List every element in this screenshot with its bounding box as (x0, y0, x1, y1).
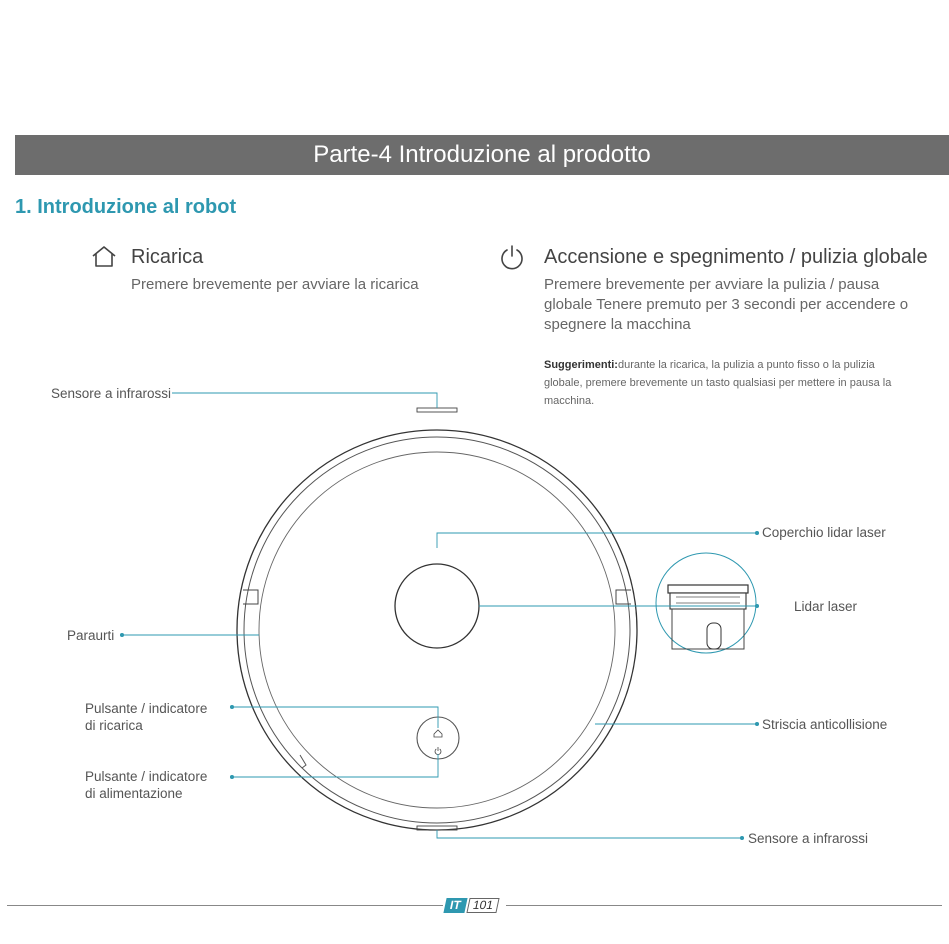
label-lidar-cover: Coperchio lidar laser (762, 525, 886, 540)
recharge-desc: Premere brevemente per avviare la ricarica (131, 276, 419, 293)
power-desc: Premere brevemente per avviare la pulizia / pausa globale Tenere premuto per 3 secondi per accendere o spegnere la macchina (544, 276, 909, 333)
page-number-badge (445, 897, 498, 914)
label-anticollision: Striscia anticollisione (762, 717, 888, 732)
tips-text: durante la ricarica, la pulizia a punto fisso o la pulizia globale, premere brevemente un tasto qualsiasi per mettere in pausa la macchina. (544, 359, 892, 407)
leader-ir-top (172, 393, 437, 408)
label-power-button-line1: Pulsante / indicatore (85, 769, 208, 784)
label-charge-button-line1: Pulsante / indicatore (85, 701, 208, 716)
label-charge-button-line2: di ricarica (85, 718, 143, 733)
label-power-button (85, 768, 207, 802)
label-bumper: Paraurti (67, 628, 115, 643)
language-code: IT (443, 898, 467, 913)
tips-label: Suggerimenti: (544, 359, 618, 371)
chapter-title: Parte-4 Introduzione al prodotto (313, 141, 651, 168)
label-power-button-line2: di alimentazione (85, 786, 183, 801)
label-ir-sensor-bottom: Sensore a infrarossi (748, 831, 869, 846)
label-charge-button (85, 700, 207, 734)
ir-sensor-window-top (417, 408, 457, 412)
section-title: 1. Introduzione al robot (15, 196, 237, 218)
lidar-cover (395, 564, 479, 648)
label-lidar: Lidar laser (794, 599, 858, 614)
power-title: Accensione e spegnimento / pulizia globale (544, 246, 928, 268)
footer-rule-left (7, 905, 443, 906)
page-number: 101 (466, 898, 499, 913)
footer-rule-right (506, 905, 942, 906)
label-ir-sensor-top: Sensore a infrarossi (51, 386, 172, 401)
recharge-title: Ricarica (131, 246, 204, 268)
leader-ir-bottom (437, 830, 742, 838)
